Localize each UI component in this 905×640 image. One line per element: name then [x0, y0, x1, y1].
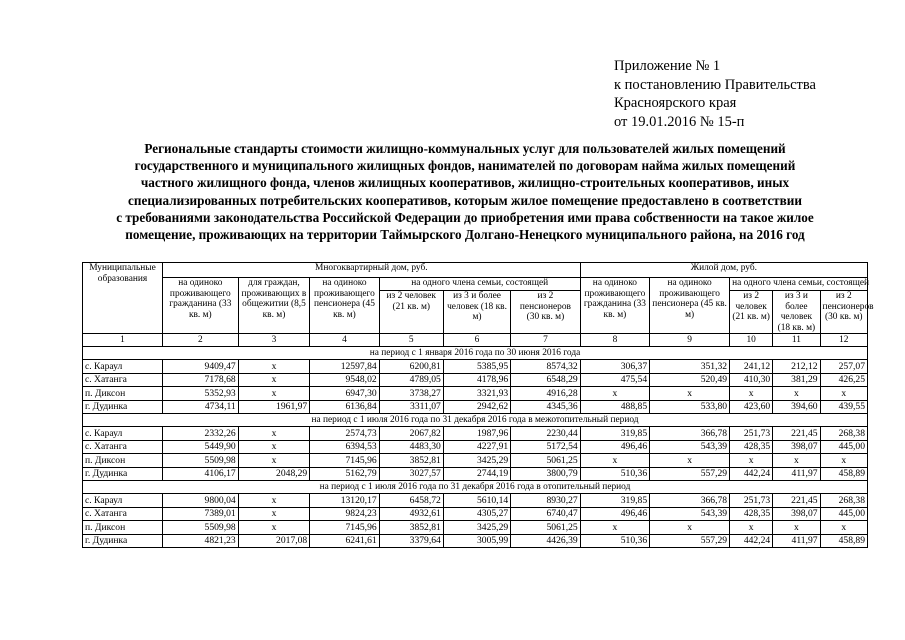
header-house-two: из 2 человек (21 кв. м) [730, 291, 773, 334]
value-cell: 496,46 [580, 440, 649, 454]
value-cell: 251,73 [730, 427, 773, 441]
value-cell: х [238, 373, 310, 387]
value-cell: 426,25 [820, 373, 867, 387]
column-number: 3 [238, 334, 310, 347]
value-cell: 488,85 [580, 400, 649, 414]
column-number: 4 [310, 334, 379, 347]
value-cell: 458,89 [820, 534, 867, 548]
value-cell: 5061,25 [511, 454, 581, 468]
value-cell: 319,85 [580, 494, 649, 508]
value-cell: 510,36 [580, 467, 649, 481]
value-cell: 442,24 [730, 467, 773, 481]
value-cell: 2017,08 [238, 534, 310, 548]
column-number: 12 [820, 334, 867, 347]
column-number: 7 [511, 334, 581, 347]
value-cell: х [580, 521, 649, 535]
title-line: с требованиями законодательства Российской Федерации до приобретения ими права собственности на такое жилое [116, 209, 814, 225]
title-line: специализированных потребительских кооперативов, которым жилое помещение предоставлено в соответствии [128, 192, 802, 208]
value-cell: 445,00 [820, 507, 867, 521]
value-cell: 394,60 [773, 400, 820, 414]
value-cell: 410,30 [730, 373, 773, 387]
value-cell: 3005,99 [443, 534, 510, 548]
value-cell: 2067,82 [379, 427, 443, 441]
value-cell: 439,55 [820, 400, 867, 414]
standards-table [82, 262, 874, 548]
value-cell: 221,45 [773, 494, 820, 508]
appendix-line: Приложение № 1 [614, 58, 721, 74]
value-cell: 496,46 [580, 507, 649, 521]
value-cell: 241,12 [730, 360, 773, 374]
value-cell: 8574,32 [511, 360, 581, 374]
value-cell: 3852,81 [379, 454, 443, 468]
value-cell: х [730, 521, 773, 535]
value-cell: 9409,47 [162, 360, 238, 374]
value-cell: 2744,19 [443, 467, 510, 481]
value-cell: х [238, 507, 310, 521]
table-row [83, 507, 868, 521]
value-cell: 4178,96 [443, 373, 510, 387]
header-apt-two: из 2 человек (21 кв. м) [379, 291, 443, 334]
municipality-cell: п. Диксон [83, 521, 163, 535]
table-row [83, 521, 868, 535]
municipality-cell: с. Хатанга [83, 507, 163, 521]
value-cell: х [650, 387, 730, 401]
header-apt-family: на одного члена семьи, состоящей [379, 278, 580, 291]
value-cell: х [238, 427, 310, 441]
value-cell: 5172,54 [511, 440, 581, 454]
table-row [83, 360, 868, 374]
value-cell: 5610,14 [443, 494, 510, 508]
value-cell: 212,12 [773, 360, 820, 374]
title-line: помещение, проживающих на территории Таймырского Долгано-Ненецкого муниципального района, на 2016 год [125, 227, 805, 243]
value-cell: 1961,97 [238, 400, 310, 414]
value-cell: 3379,64 [379, 534, 443, 548]
value-cell: 428,35 [730, 507, 773, 521]
value-cell: х [773, 454, 820, 468]
municipality-cell: с. Хатанга [83, 373, 163, 387]
table-row [83, 427, 868, 441]
value-cell: 7178,68 [162, 373, 238, 387]
table-row [83, 400, 868, 414]
value-cell: 2048,29 [238, 467, 310, 481]
value-cell: 510,36 [580, 534, 649, 548]
value-cell: 4227,91 [443, 440, 510, 454]
municipality-cell: п. Диксон [83, 454, 163, 468]
value-cell: 398,07 [773, 440, 820, 454]
value-cell: 3321,93 [443, 387, 510, 401]
value-cell: 366,78 [650, 427, 730, 441]
value-cell: 6241,61 [310, 534, 379, 548]
value-cell: 6947,30 [310, 387, 379, 401]
header-apt-three: из 3 и более человек (18 кв. м) [443, 291, 510, 334]
value-cell: х [820, 454, 867, 468]
table-row [83, 534, 868, 548]
value-cell: х [238, 387, 310, 401]
value-cell: х [238, 454, 310, 468]
municipality-cell: с. Хатанга [83, 440, 163, 454]
appendix-line: к постановлению Правительства [614, 76, 816, 93]
header-house-family: на одного члена семьи, состоящей [730, 278, 868, 291]
column-number: 1 [83, 334, 163, 347]
title-line: Региональные стандарты стоимости жилищно-коммунальных услуг для пользователей жилых помещений [144, 141, 786, 156]
column-number: 5 [379, 334, 443, 347]
value-cell: 2332,26 [162, 427, 238, 441]
value-cell: 351,32 [650, 360, 730, 374]
value-cell: 319,85 [580, 427, 649, 441]
value-cell: х [238, 360, 310, 374]
value-cell: 13120,17 [310, 494, 379, 508]
municipality-cell: г. Дудинка [83, 467, 163, 481]
header-apartment-group: Многоквартирный дом, руб. [162, 263, 580, 278]
value-cell: 9824,23 [310, 507, 379, 521]
column-number: 9 [650, 334, 730, 347]
value-cell: 520,49 [650, 373, 730, 387]
value-cell: 221,45 [773, 427, 820, 441]
header-house-group: Жилой дом, руб. [580, 263, 867, 278]
table-row [83, 467, 868, 481]
value-cell: 251,73 [730, 494, 773, 508]
value-cell: 411,97 [773, 467, 820, 481]
period-label: на период с 1 июля 2016 года по 31 декабря 2016 года в отопительный период [83, 481, 868, 494]
header-municipal: Муниципальные образования [83, 263, 163, 334]
value-cell: 6548,29 [511, 373, 581, 387]
value-cell: х [580, 387, 649, 401]
value-cell: 2942,62 [443, 400, 510, 414]
value-cell: 9548,02 [310, 373, 379, 387]
value-cell: х [730, 454, 773, 468]
value-cell: 8930,27 [511, 494, 581, 508]
value-cell: 268,38 [820, 494, 867, 508]
value-cell: х [773, 387, 820, 401]
value-cell: 4821,23 [162, 534, 238, 548]
header-apt-pensioner: на одиноко проживающего пенсионера (45 кв. м) [310, 278, 379, 334]
value-cell: х [238, 440, 310, 454]
header-house-single: на одиноко проживающего гражданина (33 кв. м) [580, 278, 649, 334]
value-cell: х [650, 454, 730, 468]
value-cell: 5449,90 [162, 440, 238, 454]
value-cell: х [580, 454, 649, 468]
value-cell: 4932,61 [379, 507, 443, 521]
value-cell: 543,39 [650, 440, 730, 454]
municipality-cell: с. Караул [83, 360, 163, 374]
table-header [83, 263, 874, 347]
value-cell: х [650, 521, 730, 535]
value-cell: 257,07 [820, 360, 867, 374]
appendix-line: Красноярского края [614, 95, 737, 111]
appendix-block [614, 57, 894, 131]
value-cell: 6136,84 [310, 400, 379, 414]
value-cell: 3800,79 [511, 467, 581, 481]
value-cell: 7145,96 [310, 521, 379, 535]
value-cell: х [238, 494, 310, 508]
value-cell: 3425,29 [443, 454, 510, 468]
value-cell: х [820, 521, 867, 535]
period-row [83, 347, 868, 360]
value-cell: 423,60 [730, 400, 773, 414]
value-cell: 3852,81 [379, 521, 443, 535]
value-cell: 366,78 [650, 494, 730, 508]
value-cell: 3027,57 [379, 467, 443, 481]
value-cell: 7389,01 [162, 507, 238, 521]
value-cell: 2230,44 [511, 427, 581, 441]
value-cell: 475,54 [580, 373, 649, 387]
value-cell: 4789,05 [379, 373, 443, 387]
municipality-cell: г. Дудинка [83, 400, 163, 414]
header-house-two-pensioners: из 2 пенсионеров (30 кв. м) [820, 291, 867, 334]
period-row [83, 481, 868, 494]
title-line: государственного и муниципального жилищных фондов, нанимателей по договорам найма жилых помещений [134, 158, 796, 174]
value-cell: 6740,47 [511, 507, 581, 521]
period-row [83, 414, 868, 427]
header-house-three: из 3 и более человек (18 кв. м) [773, 291, 820, 334]
value-cell: 411,97 [773, 534, 820, 548]
table-row [83, 387, 868, 401]
value-cell: 3311,07 [379, 400, 443, 414]
appendix-line: от 19.01.2016 № 15-п [614, 113, 745, 130]
value-cell: 6394,53 [310, 440, 379, 454]
value-cell: 5162,79 [310, 467, 379, 481]
value-cell: 5385,95 [443, 360, 510, 374]
municipality-cell: с. Караул [83, 494, 163, 508]
value-cell: 5061,25 [511, 521, 581, 535]
value-cell: 5509,98 [162, 454, 238, 468]
value-cell: 543,39 [650, 507, 730, 521]
value-cell: 381,29 [773, 373, 820, 387]
value-cell: 2574,73 [310, 427, 379, 441]
value-cell: 5509,98 [162, 521, 238, 535]
value-cell: 445,00 [820, 440, 867, 454]
value-cell: 398,07 [773, 507, 820, 521]
title-line: частного жилищного фонда, членов жилищных кооперативов, жилищно-строительных кооперативов, иных [140, 175, 790, 191]
table-row [83, 494, 868, 508]
value-cell: 5352,93 [162, 387, 238, 401]
column-number: 2 [162, 334, 238, 347]
value-cell: 12597,84 [310, 360, 379, 374]
period-label: на период с 1 июля 2016 года по 31 декабря 2016 года в межотопительный период [83, 414, 868, 427]
header-apt-two-pensioners: из 2 пенсионеров (30 кв. м) [511, 291, 581, 334]
value-cell: 268,38 [820, 427, 867, 441]
value-cell: 557,29 [650, 467, 730, 481]
value-cell: 3425,29 [443, 521, 510, 535]
header-apt-dorm: для граждан, проживающих в общежитии (8,5 кв. м) [238, 278, 310, 334]
value-cell: 428,35 [730, 440, 773, 454]
column-numbers-row [83, 334, 868, 347]
value-cell: 3738,27 [379, 387, 443, 401]
value-cell: 4734,11 [162, 400, 238, 414]
table-body [83, 347, 868, 548]
table-row [83, 373, 868, 387]
value-cell: 9800,04 [162, 494, 238, 508]
value-cell: 7145,96 [310, 454, 379, 468]
table-row [83, 454, 868, 468]
column-number: 6 [443, 334, 510, 347]
value-cell: 4305,27 [443, 507, 510, 521]
period-label: на период с 1 января 2016 года по 30 июня 2016 года [83, 347, 868, 360]
table-row [83, 440, 868, 454]
value-cell: 4426,39 [511, 534, 581, 548]
value-cell: 4483,30 [379, 440, 443, 454]
municipality-cell: п. Диксон [83, 387, 163, 401]
value-cell: х [730, 387, 773, 401]
value-cell: х [820, 387, 867, 401]
value-cell: 4916,28 [511, 387, 581, 401]
value-cell: х [238, 521, 310, 535]
value-cell: 533,80 [650, 400, 730, 414]
header-apt-single: на одиноко проживающего гражданина (33 кв. м) [162, 278, 238, 334]
value-cell: 557,29 [650, 534, 730, 548]
value-cell: 4345,36 [511, 400, 581, 414]
value-cell: 458,89 [820, 467, 867, 481]
value-cell: х [773, 521, 820, 535]
value-cell: 306,37 [580, 360, 649, 374]
value-cell: 6200,81 [379, 360, 443, 374]
municipality-cell: г. Дудинка [83, 534, 163, 548]
municipality-cell: с. Караул [83, 427, 163, 441]
column-number: 8 [580, 334, 649, 347]
value-cell: 6458,72 [379, 494, 443, 508]
header-house-pensioner: на одиноко проживающего пенсионера (45 кв. м) [650, 278, 730, 334]
value-cell: 1987,96 [443, 427, 510, 441]
column-number: 11 [773, 334, 820, 347]
value-cell: 4106,17 [162, 467, 238, 481]
document-title [70, 140, 860, 243]
value-cell: 442,24 [730, 534, 773, 548]
column-number: 10 [730, 334, 773, 347]
